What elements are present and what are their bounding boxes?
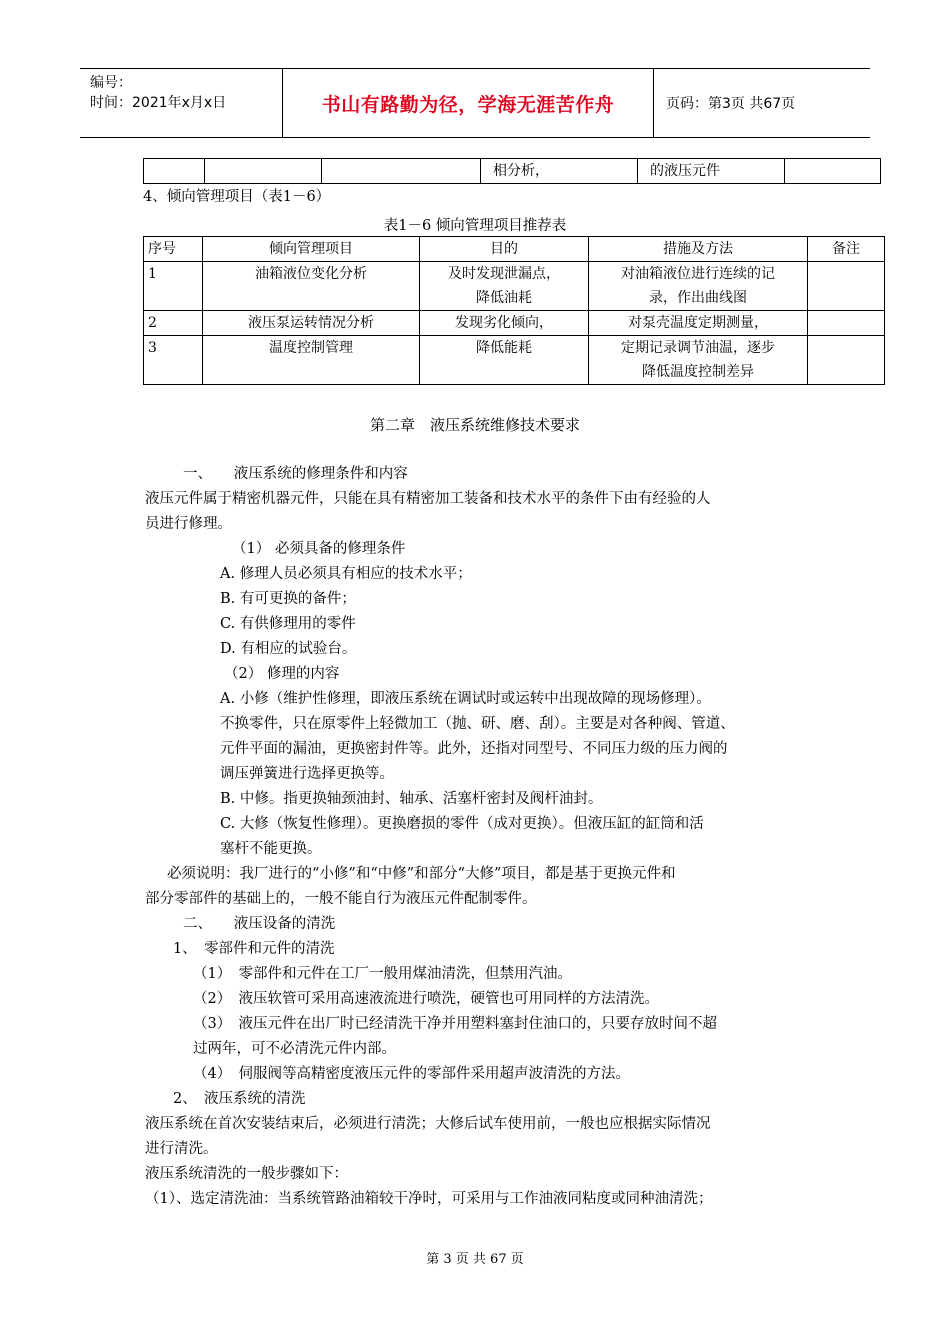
header-item: 倾向管理项目	[203, 237, 420, 262]
table-cell	[205, 159, 322, 184]
method-line: 定期记录调节油温，逐步	[621, 340, 775, 356]
table-caption: 表1－6 倾向管理项目推荐表	[383, 218, 567, 234]
table-cell	[785, 159, 881, 184]
purpose-line: 降低油耗	[476, 290, 532, 306]
header-note: 备注	[808, 237, 885, 262]
list-item: （3） 液压元件在出厂时已经清洗干净并用塑料塞封住油口的，只要存放时间不超	[193, 1016, 717, 1032]
header-motto-cell	[282, 69, 654, 137]
paragraph-line: （1）、选定清洗油：当系统管路油箱较干净时，可采用与工作油液同粘度或同种油清洗；	[145, 1191, 713, 1207]
paragraph-line: 必须说明：我厂进行的“小修”和“中修”和部分“大修”项目，都是基于更换元件和	[167, 866, 676, 882]
subheading: （2） 修理的内容	[224, 666, 340, 682]
chapter-title: 第二章 液压系统维修技术要求	[369, 416, 580, 434]
list-item: B. 中修。指更换轴颈油封、轴承、活塞杆密封及阀杆油封。	[220, 791, 603, 807]
row-purpose: 发现劣化倾向，	[420, 311, 589, 336]
list-item: A. 小修（维护性修理，即液压系统在调试时或运转中出现故障的现场修理）。	[220, 691, 711, 707]
paragraph-line: 过两年，可不必清洗元件内部。	[193, 1041, 396, 1057]
header-page-info: 页码：第3页 共67页	[666, 96, 796, 112]
row-purpose	[420, 262, 589, 311]
list-item: C. 大修（恢复性修理）。更换磨损的零件（成对更换）。但液压缸的缸筒和活	[220, 816, 704, 832]
heading-1: 一、 液压系统的修理条件和内容	[183, 466, 408, 482]
paragraph-line: 调压弹簧进行选择更换等。	[220, 766, 394, 782]
list-item: （2） 液压软管可采用高速液流进行喷洗，硬管也可用同样的方法清洗。	[193, 991, 659, 1007]
row-no: 2	[144, 311, 203, 336]
paragraph-line: 元件平面的漏油，更换密封件等。此外，还指对同型号、不同压力级的压力阀的	[220, 741, 728, 757]
row-method: 对泵壳温度定期测量，	[589, 311, 808, 336]
table-row	[144, 311, 885, 336]
row-method	[589, 262, 808, 311]
table-cell: 相分析，	[481, 159, 638, 184]
paragraph-line: 液压系统清洗的一般步骤如下：	[145, 1166, 348, 1182]
subheading: （1） 必须具备的修理条件	[232, 541, 406, 557]
paragraph-line: 进行清洗。	[145, 1141, 218, 1157]
row-note	[808, 311, 885, 336]
method-line: 对油箱液位进行连续的记	[621, 266, 775, 282]
paragraph-line: 部分零部件的基础上的，一般不能自行为液压元件配制零件。	[145, 891, 537, 907]
row-method	[589, 336, 808, 385]
method-line: 降低温度控制差异	[642, 364, 754, 380]
row-note	[808, 262, 885, 311]
row-note	[808, 336, 885, 385]
list-item: C. 有供修理用的零件	[220, 616, 356, 632]
header-purpose: 目的	[420, 237, 589, 262]
trend-management-table	[143, 236, 885, 385]
page-footer: 第 3 页 共 67 页	[426, 1252, 524, 1267]
list-item: D. 有相应的试验台。	[220, 641, 357, 657]
section-heading: 4、倾向管理项目（表1－6）	[143, 189, 331, 205]
paragraph-line: 塞杆不能更换。	[220, 841, 322, 857]
heading-2: 二、 液压设备的清洗	[183, 916, 336, 932]
table-header-row	[144, 237, 885, 262]
header-meta	[80, 69, 282, 137]
row-purpose: 降低能耗	[420, 336, 589, 385]
row-item: 液压泵运转情况分析	[203, 311, 420, 336]
table-cell	[144, 159, 205, 184]
row-no: 3	[144, 336, 203, 385]
table-row	[144, 159, 881, 184]
subheading: 2、 液压系统的清洗	[173, 1091, 306, 1107]
row-item: 油箱液位变化分析	[203, 262, 420, 311]
number-label: 编号：	[90, 75, 132, 91]
table-cell: 的液压元件	[638, 159, 785, 184]
page-header	[80, 68, 870, 138]
list-item: （1） 零部件和元件在工厂一般用煤油清洗，但禁用汽油。	[193, 966, 572, 982]
table-row	[144, 262, 885, 311]
method-line: 录，作出曲线图	[649, 290, 747, 306]
paragraph-line: 液压系统在首次安装结束后，必须进行清洗；大修后试车使用前，一般也应根据实际情况	[145, 1116, 711, 1132]
row-item: 温度控制管理	[203, 336, 420, 385]
header-method: 措施及方法	[589, 237, 808, 262]
header-no: 序号	[144, 237, 203, 262]
list-item: B. 有可更换的备件；	[220, 591, 356, 607]
date-label: 时间：2021年x月x日	[90, 95, 227, 111]
purpose-line: 及时发现泄漏点，	[448, 266, 560, 282]
subheading: 1、 零部件和元件的清洗	[173, 941, 335, 957]
paragraph-line: 液压元件属于精密机器元件，只能在具有精密加工装备和技术水平的条件下由有经验的人	[145, 491, 711, 507]
paragraph-line: 不换零件，只在原零件上轻微加工（抛、研、磨、刮）。主要是对各种阀、管道、	[220, 716, 735, 732]
table-row	[144, 336, 885, 385]
continued-table	[143, 158, 881, 184]
row-no: 1	[144, 262, 203, 311]
table-cell	[322, 159, 481, 184]
list-item: A. 修理人员必须具有相应的技术水平；	[220, 566, 472, 582]
paragraph-line: 员进行修理。	[145, 516, 232, 532]
header-motto: 书山有路勤为径，学海无涯苦作舟	[321, 93, 615, 116]
list-item: （4） 伺服阀等高精密度液压元件的零部件采用超声波清洗的方法。	[193, 1066, 630, 1082]
